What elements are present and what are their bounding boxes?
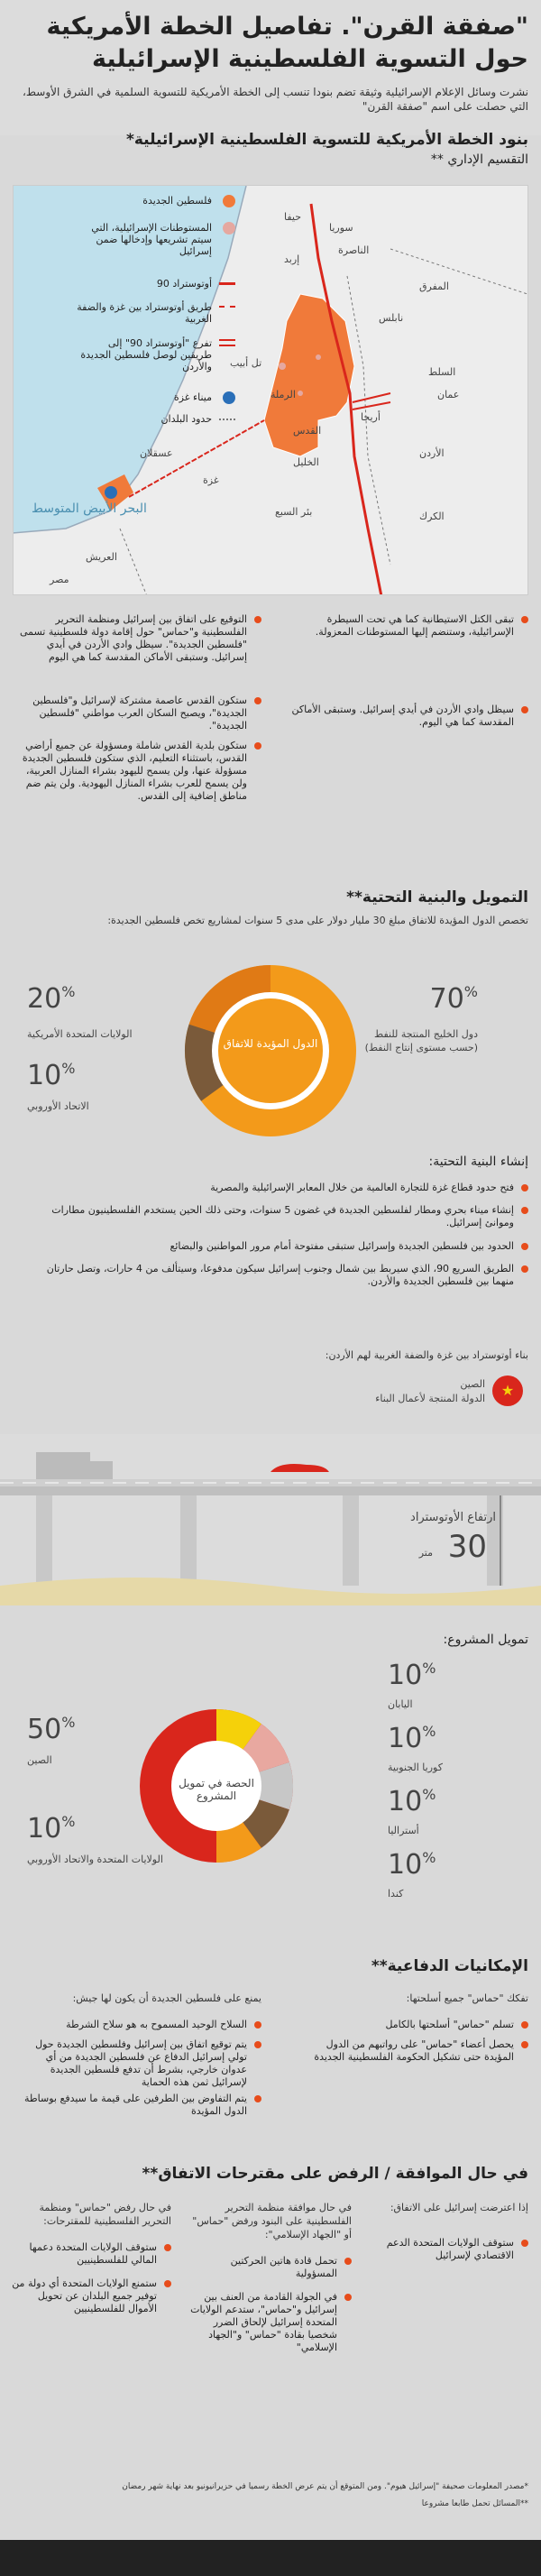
- finance-chart: [0, 938, 541, 1145]
- map-label-arish: العريش: [86, 551, 117, 563]
- map-label-karak: الكرك: [419, 511, 445, 522]
- finance-center-label: الدول المؤيدة للاتفاق: [223, 1037, 318, 1050]
- admin-subheading: التقسيم الإداري **: [430, 152, 528, 167]
- map-label-salt: السلط: [428, 366, 456, 378]
- eu-label: الاتحاد الأوروبي: [27, 1100, 89, 1112]
- defense-item: يحصل أعضاء "حماس" على رواتبهم من الدول المؤيدة حتى تشكيل الحكومة الفلسطينية الجديدة: [294, 2038, 528, 2064]
- map-label-nablus: نابلس: [379, 312, 404, 324]
- china-builder: [0, 1371, 541, 1425]
- admin-bullet: ستكون القدس عاصمة مشتركة لإسرائيل و"فلسطين الجديدة"، ويصبح السكان العرب مواطني "فلسطين الجديدة".: [18, 695, 261, 732]
- consent-item: تحمل قادة هاتين الحركتين المسؤولية: [189, 2255, 352, 2280]
- project-funding: [0, 1633, 541, 1930]
- branch-road-marker: [219, 339, 235, 346]
- map-label-syria: سوريا: [329, 222, 353, 234]
- admin-bullet: تبقى الكتل الاستيطانية كما هي تحت السيطرة الإسرائيلية، وستنضم إليها المستوطنات المعزولة.: [285, 613, 528, 639]
- bridge-illustration: [0, 1434, 541, 1605]
- map-label-gaza: غزة: [203, 474, 219, 486]
- page-title: "صفقة القرن". تفاصيل الخطة الأمريكية حول التسوية الفلسطينية الإسرائيلية: [46, 13, 528, 73]
- height-value: 30: [447, 1529, 487, 1565]
- project-label: الولايات المتحدة والاتحاد الأوروبي: [27, 1854, 163, 1865]
- project-value: 50%: [27, 1714, 76, 1745]
- map-label-irbid: إربد: [284, 253, 300, 265]
- plan-heading: بنود الخطة الأمريكية للتسوية الفلسطينية الإسرائيلية*: [125, 131, 528, 149]
- map-legend: [41, 195, 212, 438]
- map-label-jericho: أريحا: [361, 411, 381, 423]
- map-label-telaviv: تل أبيب: [230, 357, 262, 369]
- china-flag-icon: ★: [492, 1375, 523, 1406]
- highway-90-marker: [219, 282, 235, 285]
- map-label-jordan: الأردن: [419, 447, 445, 459]
- map: [13, 185, 528, 595]
- finance-intro: تخصص الدول المؤيدة للاتفاق مبلغ 30 مليار دولار على مدى 5 سنوات لمشاريع تخص فلسطين الجديدة:: [107, 915, 528, 926]
- map-label-nazareth: الناصرة: [338, 244, 370, 256]
- defense-section: [0, 1957, 541, 2138]
- border-marker: [219, 419, 235, 420]
- admin-bullet: التوقيع على اتفاق بين إسرائيل ومنظمة التحرير الفلسطينية و"حماس" حول إقامة دولة فلسطينية تسمى "فلسطين الجديدة". سيظل وادي الأردن في أيدي إسرائيل. وستبقى الأماكن المقدسة كما هي اليوم: [18, 613, 261, 664]
- project-heading: تمويل المشروع:: [443, 1633, 528, 1647]
- infra-item: فتح حدود قطاع غزة للتجارة العالمية من خلال المعابر الإسرائيلية والمصرية: [23, 1182, 528, 1194]
- height-label: ارتفاع الأوتوستراد: [410, 1511, 496, 1524]
- consent-item: ستوقف الولايات المتحدة الدعم الاقتصادي لإسرائيل: [375, 2237, 528, 2262]
- footer-bar: [0, 2540, 541, 2576]
- infra-item: الطريق السريع 90، الذي سيربط بين شمال وجنوب إسرائيل سيكون مدفوعا، وسيتألف من 4 حارات، وتصل حارتان منهما بين فلسطين الجديدة والأردن.: [23, 1263, 528, 1288]
- admin-bullets: [0, 613, 541, 884]
- finance-heading: التمويل والبنية التحتية**: [346, 888, 528, 906]
- map-label-jerusalem: القدس: [293, 425, 322, 437]
- gulf-label: دول الخليج المنتجة للنفط: [374, 1028, 478, 1040]
- consent-item: ستمنع الولايات المتحدة أي دولة من توفير جميع البلدان عن تحويل الأموال للفلسطينيين: [9, 2277, 171, 2315]
- project-donut: [0, 1633, 541, 1930]
- consent-item: ستوقف الولايات المتحدة دعمها المالي للفلسطينيين: [9, 2241, 171, 2267]
- page-subtitle: نشرت وسائل الإعلام الإسرائيلية وثيقة تضم بنودا تنسب إلى الخطة الأمريكية للتسوية السلمية في الشرق الأوسط، التي حصلت على اسم "صفقة القرن": [23, 86, 528, 113]
- gaza-road-marker: [219, 306, 235, 308]
- project-center-label: الحصة في تمويل المشروع: [179, 1777, 254, 1802]
- map-label-beersheba: بئر السبع: [275, 506, 313, 518]
- china-label: الصين: [460, 1378, 485, 1390]
- legend-item: طريق أوتوستراد بين غزة والضفة الغربية: [77, 301, 212, 325]
- infra-item: إنشاء ميناء بحري ومطار لفلسطين الجديدة في غضون 5 سنوات، وحتى ذلك الحين يستخدم الفلسطينيون مطارات وموانئ إسرائيل.: [23, 1204, 528, 1229]
- infra-section: [0, 1155, 541, 1389]
- project-label: كوريا الجنوبية: [388, 1762, 443, 1773]
- project-label: أستراليا: [388, 1825, 419, 1836]
- project-value: 10%: [388, 1786, 436, 1817]
- defense-item: تسلم "حماس" أسلحتها بالكامل: [294, 2019, 528, 2031]
- note-1: *مصدر المعلومات صحيفة "إسرائيل هيوم". ومن المتوقع أن يتم عرض الخطة رسميا في حزيرانيونيو بعد نهاية شهر رمضان: [122, 2482, 528, 2491]
- infra-heading: إنشاء البنية التحتية:: [428, 1155, 528, 1169]
- finance-header: [0, 888, 541, 927]
- legend-item: المستوطنات الإسرائيلية، التي سيتم تشريعها وإدخالها ضمن إسرائيل: [77, 222, 212, 257]
- project-label: اليابان: [388, 1698, 413, 1710]
- project-value: 10%: [388, 1849, 436, 1881]
- map-label-haifa: حيفا: [284, 211, 302, 223]
- title-section: [0, 0, 541, 135]
- defense-item: السلاح الوحيد المسموح به هو سلاح الشرطة: [18, 2019, 261, 2031]
- admin-header: [0, 131, 541, 167]
- defense-item: يتم توقيع اتفاق بين إسرائيل وفلسطين الجديدة حول تولي إسرائيل الدفاع عن فلسطين الجديدة من أي عدوان خارجي، بشرط أن تدفع فلسطين الجديدة لإسرائيل ثمن هذه الحماية: [18, 2038, 261, 2089]
- gulf-value: 70%: [429, 983, 478, 1015]
- anchor-icon: [223, 391, 235, 404]
- legend-item: ميناء غزة: [77, 391, 212, 403]
- defense-heading: الإمكانيات الدفاعية**: [371, 1957, 528, 1975]
- map-label-med: البحر الأبيض المتوسط: [32, 501, 147, 516]
- notes: [0, 2480, 541, 2535]
- project-label: الصين: [27, 1754, 52, 1766]
- us-value: 20%: [27, 983, 76, 1015]
- defense-right-intro: تفكك "حماس" جميع أسلحتها:: [406, 1992, 528, 2004]
- map-label-ashkelon: عسقلان: [140, 447, 173, 459]
- eu-value: 10%: [27, 1060, 76, 1091]
- new-palestine-marker: [223, 195, 235, 207]
- project-value: 10%: [388, 1660, 436, 1691]
- admin-bullet: ستكون بلدية القدس شاملة ومسؤولة عن جميع أراضي القدس، باستثناء التعليم، الذي ستكون فلسطين الجديدة مسؤولة عنها، ولن يسمح لليهود بشراء المنازل العربية، ولن يسمح للعرب بشراء المنازل اليهودية. ولن يتم ضم مناطق إضافية إلى القدس.: [18, 740, 261, 803]
- map-label-ramla: الرملة: [270, 389, 296, 400]
- legend-item: تفرع "أوتوستراد 90" إلى طريقين لوصل فلسطين الجديدة والأردن: [77, 337, 212, 373]
- map-label-hebron: الخليل: [293, 456, 319, 468]
- legend-item: فلسطين الجديدة: [77, 195, 212, 207]
- gulf-note: (حسب مستوى إنتاج النفط): [364, 1042, 478, 1053]
- consent-col1-intro: إذا اعترضت إسرائيل على الاتفاق:: [390, 2202, 528, 2213]
- project-label: كندا: [388, 1888, 404, 1900]
- bridge-intro: بناء أوتوستراد بين غزة والضفة الغربية لهم الأردن:: [325, 1349, 528, 1361]
- defense-item: يتم التفاوض بين الطرفين على قيمة ما سيدفع بوساطة الدول المؤيدة: [18, 2093, 261, 2118]
- map-label-amman: عمان: [437, 389, 460, 400]
- map-label-egypt: مصر: [50, 574, 69, 585]
- consent-heading: في حال الموافقة / الرفض على مقترحات الاتفاق**: [142, 2165, 528, 2183]
- project-value: 10%: [27, 1813, 76, 1845]
- us-label: الولايات المتحدة الأمريكية: [27, 1028, 133, 1040]
- china-sub: الدولة المنتجة لأعمال البناء: [375, 1393, 485, 1404]
- infra-item: الحدود بين فلسطين الجديدة وإسرائيل ستبقى مفتوحة أمام مرور المواطنين والبضائع: [23, 1240, 528, 1253]
- consent-item: في الجولة القادمة من العنف بين إسرائيل و"حماس"، ستدعم الولايات المتحدة إسرائيل لإلحاق الضرر شخصيا بقادة "حماس" و"الجهاد الإسلامي": [189, 2291, 352, 2354]
- legend-item: حدود البلدان: [77, 413, 212, 425]
- consent-col2-intro: في حال موافقة منظمة التحرير الفلسطينية على البنود ورفض "حماس" أو "الجهاد الإسلامي":: [192, 2202, 352, 2240]
- legend-item: أوتوستراد 90: [77, 278, 212, 290]
- project-value: 10%: [388, 1723, 436, 1754]
- note-2: **المسائل تحمل طابعا مشروعا: [421, 2499, 528, 2508]
- consent-col3-intro: في حال رفض "حماس" ومنظمة التحرير الفلسطينية للمقترحات:: [39, 2202, 171, 2227]
- admin-bullet: سيظل وادي الأردن في أيدي إسرائيل. وستبقى الأماكن المقدسة كما هي اليوم.: [285, 704, 528, 729]
- map-label-mafraq: المفرق: [419, 281, 449, 292]
- settlements-marker: [223, 222, 235, 235]
- height-unit: متر: [418, 1547, 433, 1559]
- consent-section: [0, 2165, 541, 2471]
- defense-left-intro: يمنع على فلسطين الجديدة أن يكون لها جيش:: [72, 1992, 261, 2004]
